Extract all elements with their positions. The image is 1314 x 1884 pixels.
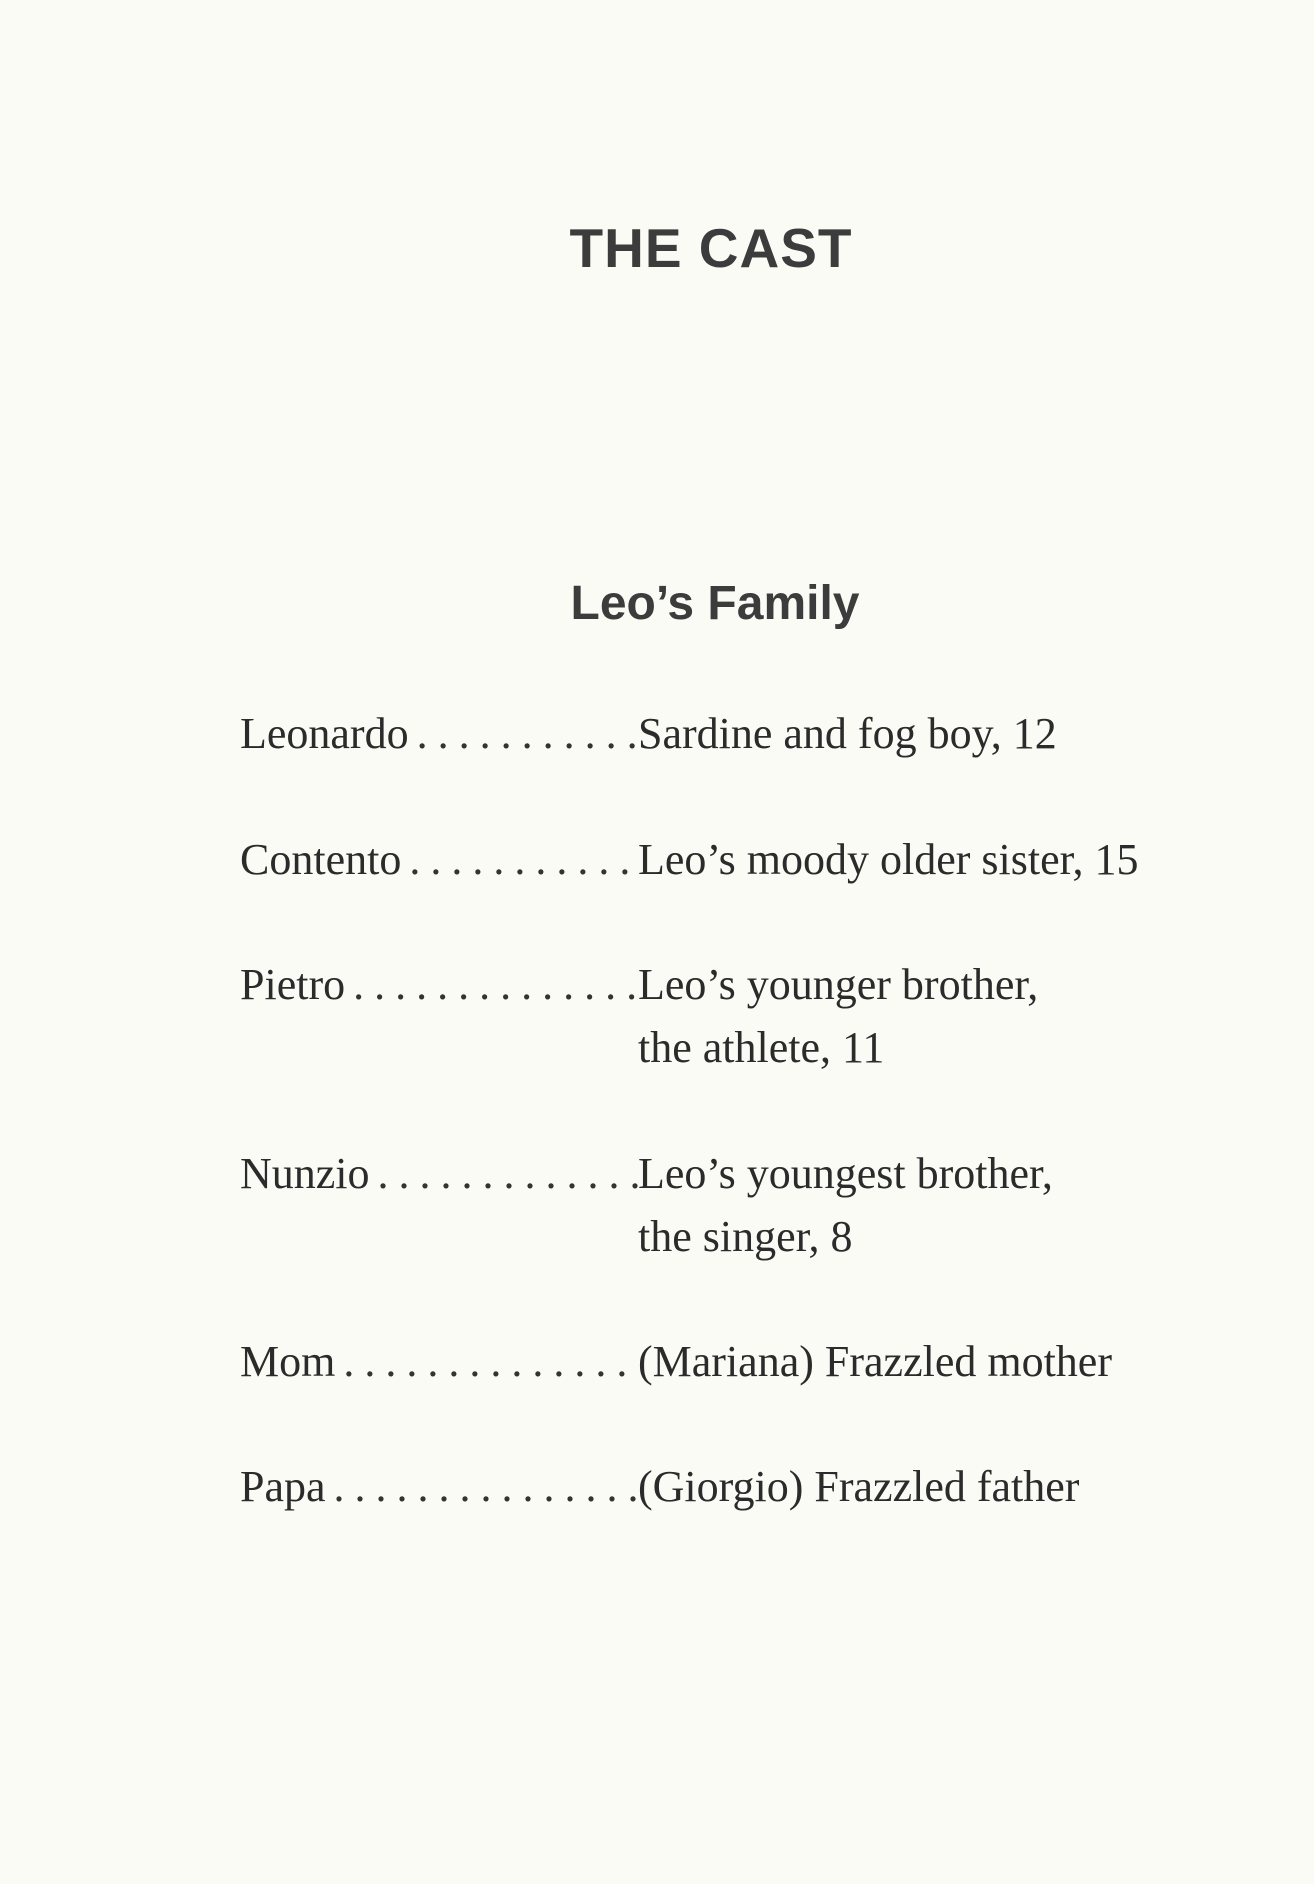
cast-name: Pietro bbox=[240, 960, 346, 1009]
cast-name: Contento bbox=[240, 835, 402, 884]
leader-dots bbox=[335, 1330, 638, 1393]
cast-description: Leo’s younger brother, the athlete, 11 bbox=[638, 960, 1039, 1072]
cast-name: Leonardo bbox=[240, 709, 409, 758]
section-title: Leo’s Family bbox=[570, 577, 860, 630]
cast-name: Nunzio bbox=[240, 1149, 370, 1198]
cast-name: Mom bbox=[240, 1337, 336, 1386]
cast-description: Leo’s youngest brother, the singer, 8 bbox=[638, 1149, 1053, 1261]
leader-dots bbox=[409, 702, 638, 765]
cast-description: Leo’s moody older sister, 15 bbox=[638, 835, 1139, 884]
cast-description: Sardine and fog boy, 12 bbox=[638, 709, 1057, 758]
cast-name: Papa bbox=[240, 1462, 326, 1511]
leader-dots bbox=[345, 953, 638, 1016]
cast-description: (Giorgio) Frazzled father bbox=[638, 1462, 1080, 1511]
leader-dots bbox=[401, 828, 638, 891]
leader-dots bbox=[370, 1142, 638, 1205]
cast-description: (Mariana) Frazzled mother bbox=[638, 1337, 1112, 1386]
page-title: THE CAST bbox=[569, 217, 853, 279]
leader-dots bbox=[326, 1455, 638, 1518]
